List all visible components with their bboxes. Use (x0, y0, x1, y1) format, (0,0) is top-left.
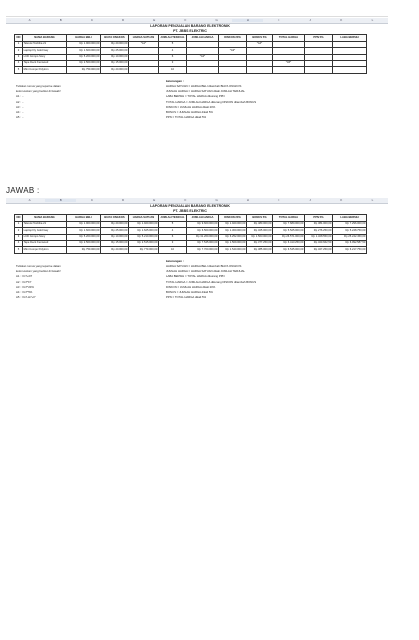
column-heading[interactable]: HARGA SATUAN (129, 215, 159, 221)
cell-ongkos[interactable]: Rp 15.000,00 (101, 240, 129, 246)
column-heading[interactable]: JUMLAH HARGA (187, 35, 219, 41)
instruction-line[interactable]: A1 : =C7+D7 (16, 274, 33, 279)
cell-diskon[interactable] (219, 67, 247, 73)
cell-nama[interactable]: Laptop Fly Gold Gay (23, 228, 67, 234)
cell-diskon[interactable]: Rp 1.920.000,00 (219, 221, 247, 227)
cell-diskon[interactable]: Rp 1.300.000,00 (219, 228, 247, 234)
keterangan-line[interactable]: LABA BERSIH = TOTAL HARGA dikurang PPN (166, 274, 225, 279)
cell-total[interactable]: Rp 6.413.250,00 (273, 240, 305, 246)
column-heading[interactable]: NO (15, 215, 23, 221)
cell-beli[interactable]: Rp 1.600.000,00 (67, 48, 101, 54)
cell-nama[interactable]: Mini Compo Polytron (23, 247, 67, 253)
column-heading[interactable]: JUMLAH HARGA (187, 215, 219, 221)
cell-no[interactable]: 5 (15, 247, 23, 253)
column-header-l[interactable]: L (371, 18, 374, 22)
instruction-line[interactable]: A2 : =G7*F7 (16, 279, 32, 284)
cell-diskon[interactable]: *A3* (219, 48, 247, 54)
column-header-j[interactable]: J (309, 18, 311, 22)
instructions (16, 259, 136, 301)
cell-diskon[interactable]: Rp 6.252.000,00 (219, 234, 247, 240)
cell-satuan[interactable] (129, 67, 159, 73)
cell-total[interactable] (273, 67, 305, 73)
cell-ongkos[interactable]: Rp 25.000,00 (101, 48, 129, 54)
cell-total[interactable]: Rp 26.571.000,00 (273, 234, 305, 240)
cell-beli[interactable]: Rp 1.600.000,00 (67, 228, 101, 234)
instruction-line[interactable]: A4 : =G7*5% (16, 290, 33, 295)
cell-beli[interactable]: Rp 5.200.000,00 (67, 234, 101, 240)
keterangan-line[interactable]: HARGA SATUAN = HARGA BELI ditambah BIAYA ONGKOS (166, 84, 242, 89)
cell-laba[interactable]: Rp 25.242.450,00 (333, 234, 367, 240)
cell-total[interactable]: Rp 6.545.000,00 (273, 247, 305, 253)
column-header-f[interactable]: F (184, 198, 187, 202)
cell-beli[interactable]: Rp 5.200.000,00 (67, 54, 101, 60)
cell-no[interactable]: 2 (15, 48, 23, 54)
cell-ppn[interactable]: Rp 327.250,00 (305, 247, 333, 253)
cell-bonus[interactable]: *A4* (247, 41, 273, 47)
cell-nama[interactable]: Laptop Fly Gold Gay (23, 48, 67, 54)
column-header-h[interactable]: H (232, 19, 263, 22)
column-heading[interactable]: LABA BERSIH (333, 35, 367, 41)
cell-beli[interactable]: Rp 1.900.000,00 (67, 221, 101, 227)
cell-bonus[interactable]: Rp 377.250,00 (247, 240, 273, 246)
column-header-i[interactable]: I (278, 198, 280, 202)
column-heading[interactable]: HARGA BELI (67, 215, 101, 221)
table-row (15, 67, 367, 73)
cell-jharga[interactable]: Rp 6.500.000,00 (187, 228, 219, 234)
cell-bonus[interactable]: Rp 480.000,00 (247, 221, 273, 227)
cell-laba[interactable]: Rp 7.296.000,00 (333, 221, 367, 227)
cell-no[interactable]: 3 (15, 234, 23, 240)
column-header-e[interactable]: E (153, 198, 156, 202)
cell-no[interactable]: 3 (15, 54, 23, 60)
keterangan-line[interactable]: HARGA SATUAN = HARGA BELI ditambah BIAYA ONGKOS (166, 264, 242, 269)
table-row (15, 247, 367, 253)
column-header-j[interactable]: J (309, 198, 311, 202)
cell-jumlah[interactable]: 10 (159, 67, 187, 73)
keterangan (166, 79, 366, 121)
instruction-line[interactable]: Tuliskan rumus yang tepat ke dalam (16, 84, 61, 89)
cell-nama[interactable]: Televisi Toshiba 21 (23, 41, 67, 47)
keterangan-line[interactable]: DISKON = JUMLAH HARGA dikali 20% (166, 284, 216, 289)
instruction-line[interactable]: A4 : ... (16, 110, 25, 115)
column-heading[interactable]: PPN 5% (305, 35, 333, 41)
column-header-d[interactable]: D (122, 18, 125, 22)
cell-satuan[interactable]: Rp 1.625.000,00 (129, 228, 159, 234)
column-header-k[interactable]: K (340, 198, 343, 202)
column-heading[interactable]: NO (15, 35, 23, 41)
cell-jumlah[interactable]: 3 (159, 60, 187, 66)
instruction-line[interactable]: Tuliskan rumus yang tepat ke dalam (16, 264, 61, 269)
column-heading[interactable]: HARGA BELI (67, 35, 101, 41)
keterangan-line[interactable]: TOTAL HARGA = JUMLAH HARGA dikurang DISKON ditambah BONUS (166, 99, 257, 104)
keterangan (166, 259, 366, 301)
column-heading[interactable]: BONUS 5% (247, 215, 273, 221)
instruction-line[interactable]: A3 : =G7*20% (16, 284, 34, 289)
report-subtitle: PT. JBBS ELEKTRIC (173, 29, 207, 34)
notes-section (14, 79, 366, 125)
cell-satuan[interactable]: Rp 2.515.000,00 (129, 240, 159, 246)
cell-laba[interactable]: Rp 5.248.750,00 (333, 228, 367, 234)
cell-satuan[interactable]: *A1* (129, 41, 159, 47)
column-header-e[interactable]: E (153, 18, 156, 22)
cell-beli[interactable]: Rp 2.500.000,00 (67, 240, 101, 246)
column-heading[interactable]: JUMLAH TERJUAL (159, 35, 187, 41)
cell-no[interactable]: 4 (15, 60, 23, 66)
cell-nama[interactable]: Tape Deck Kenwood (23, 60, 67, 66)
cell-jumlah[interactable]: 10 (159, 247, 187, 253)
cell-no[interactable]: 1 (15, 41, 23, 47)
cell-no[interactable]: 1 (15, 221, 23, 227)
cell-no[interactable]: 5 (15, 67, 23, 73)
cell-satuan[interactable]: Rp 1.920.000,00 (129, 221, 159, 227)
cell-ppn[interactable]: Rp 1.328.550,00 (305, 234, 333, 240)
cell-ongkos[interactable]: Rp 20.000,00 (101, 247, 129, 253)
report-title: LAPORAN PENJUALAN BARANG ELEKTRONIK (150, 24, 230, 28)
cell-beli[interactable]: Rp 750.000,00 (67, 67, 101, 73)
worksheet-answer (6, 198, 388, 305)
cell-nama[interactable]: Televisi Toshiba 21 (23, 221, 67, 227)
instruction-line[interactable]: A2 : ... (16, 99, 25, 104)
cell-jharga[interactable]: Rp 9.600.000,00 (187, 221, 219, 227)
keterangan-label: keterangan : (166, 78, 184, 83)
keterangan-line[interactable]: TOTAL HARGA = JUMLAH HARGA dikurang DISKON ditambah BONUS (166, 279, 257, 284)
cell-ppn[interactable]: Rp 384.000,00 (305, 221, 333, 227)
cell-satuan[interactable]: Rp 5.210.000,00 (129, 234, 159, 240)
column-heading[interactable]: BIAYA ONGKOS (101, 35, 129, 41)
cell-beli[interactable]: Rp 750.000,00 (67, 247, 101, 253)
column-heading[interactable]: TOTAL HARGA (273, 215, 305, 221)
column-header-d[interactable]: D (122, 198, 125, 202)
cell-total[interactable]: Rp 5.525.000,00 (273, 228, 305, 234)
keterangan-line[interactable]: BONUS = JUMLAH HARGA dikali 5% (166, 110, 213, 115)
cell-jharga[interactable]: Rp 7.700.000,00 (187, 247, 219, 253)
cell-bonus[interactable]: Rp 325.000,00 (247, 228, 273, 234)
column-heading[interactable]: TOTAL HARGA (273, 35, 305, 41)
column-heading[interactable]: HARGA SATUAN (129, 35, 159, 41)
cell-ongkos[interactable]: Rp 20.000,00 (101, 41, 129, 47)
column-heading[interactable]: LABA BERSIH (333, 215, 367, 221)
cell-ongkos[interactable]: Rp 15.000,00 (101, 60, 129, 66)
instructions (16, 79, 136, 121)
column-header-a[interactable]: A (28, 18, 31, 22)
cell-ongkos[interactable]: Rp 20.000,00 (101, 221, 129, 227)
keterangan-line[interactable]: BONUS = JUMLAH HARGA dikali 5% (166, 290, 213, 295)
cell-no[interactable]: 2 (15, 228, 23, 234)
cell-ppn[interactable]: Rp 276.250,00 (305, 228, 333, 234)
cell-ongkos[interactable]: Rp 10.000,00 (101, 54, 129, 60)
cell-ppn[interactable] (305, 67, 333, 73)
keterangan-label: keterangan : (166, 258, 184, 263)
column-heading[interactable]: DISKON 20% (219, 35, 247, 41)
keterangan-line[interactable]: LABA BERSIH = TOTAL HARGA dikurang PPN (166, 94, 225, 99)
column-header-k[interactable]: K (340, 18, 343, 22)
cell-jumlah[interactable]: 3 (159, 240, 187, 246)
cell-jumlah[interactable]: 4 (159, 48, 187, 54)
cell-jharga[interactable]: *A2* (187, 54, 219, 60)
cell-jharga[interactable]: Rp 7.545.000,00 (187, 240, 219, 246)
cell-diskon[interactable]: Rp 1.540.000,00 (219, 247, 247, 253)
cell-laba[interactable] (333, 67, 367, 73)
column-header-f[interactable]: F (184, 18, 187, 22)
cell-laba[interactable]: Rp 6.092.587,50 (333, 240, 367, 246)
cell-diskon[interactable]: Rp 1.509.000,00 (219, 240, 247, 246)
cell-ongkos[interactable]: Rp 10.000,00 (101, 234, 129, 240)
cell-ppn[interactable]: Rp 320.662,50 (305, 240, 333, 246)
keterangan-line[interactable]: JUMLAH HARGA = HARGA SATUAN dikali JUMLAH TERJUAL (166, 89, 245, 94)
keterangan-line[interactable]: PPN = TOTAL HARGA dikali 5% (166, 115, 207, 120)
instruction-line[interactable]: A5 : ... (16, 115, 25, 120)
instruction-line[interactable]: kolom-kolom yang berikut di bawah! (16, 269, 61, 274)
column-header-h[interactable]: H (246, 198, 249, 202)
column-heading[interactable]: JUMLAH TERJUAL (159, 215, 187, 221)
cell-nama[interactable]: Tape Deck Kenwood (23, 240, 67, 246)
keterangan-line[interactable]: PPN = TOTAL HARGA dikali 5% (166, 295, 207, 300)
cell-jumlah[interactable]: 6 (159, 54, 187, 60)
column-header-g[interactable]: G (215, 198, 218, 202)
cell-satuan[interactable]: Rp 770.000,00 (129, 247, 159, 253)
sales-table (14, 214, 367, 253)
column-heading[interactable]: PPN 5% (305, 215, 333, 221)
cell-jharga[interactable] (187, 67, 219, 73)
cell-nama[interactable]: Mini Compo Polytron (23, 67, 67, 73)
column-header-g[interactable]: G (215, 18, 218, 22)
cell-total[interactable]: *A5* (273, 60, 305, 66)
column-header-b[interactable]: B (59, 18, 62, 22)
instruction-line[interactable]: kolom-kolom yang berikut di bawah! (16, 89, 61, 94)
cell-jumlah[interactable]: 5 (159, 41, 187, 47)
cell-bonus[interactable]: Rp 385.000,00 (247, 247, 273, 253)
jawab-label: JAWAB : (6, 186, 40, 195)
column-header-a[interactable]: A (28, 198, 31, 202)
column-header-b[interactable]: B (45, 199, 76, 202)
cell-total[interactable]: Rp 7.680.000,00 (273, 221, 305, 227)
instruction-line[interactable]: A3 : ... (16, 104, 25, 109)
cell-bonus[interactable]: Rp 1.563.000,00 (247, 234, 273, 240)
cell-no[interactable]: 4 (15, 240, 23, 246)
column-heading[interactable]: BONUS 5% (247, 35, 273, 41)
column-header-i[interactable]: I (278, 18, 280, 22)
cell-ongkos[interactable]: Rp 25.000,00 (101, 228, 129, 234)
report-title: LAPORAN PENJUALAN BARANG ELEKTRONIK (150, 204, 230, 208)
cell-ongkos[interactable]: Rp 20.000,00 (101, 67, 129, 73)
column-heading[interactable]: DISKON 20% (219, 215, 247, 221)
instruction-line[interactable]: A5 : =G7-H7+I7 (16, 295, 36, 300)
column-header-l[interactable]: L (371, 198, 374, 202)
report-subtitle: PT. JBBS ELEKTRIC (173, 209, 207, 214)
column-header-c[interactable]: C (90, 18, 94, 22)
column-header-c[interactable]: C (90, 198, 94, 202)
cell-jumlah[interactable]: 4 (159, 228, 187, 234)
cell-jharga[interactable]: Rp 31.260.000,00 (187, 234, 219, 240)
column-heading[interactable]: NAMA BARANG (23, 35, 67, 41)
instruction-line[interactable]: A1 : ... (16, 94, 25, 99)
column-heading[interactable]: NAMA BARANG (23, 215, 67, 221)
column-heading[interactable]: BIAYA ONGKOS (101, 215, 129, 221)
keterangan-line[interactable]: JUMLAH HARGA = HARGA SATUAN dikali JUMLAH TERJUAL (166, 269, 245, 274)
keterangan-line[interactable]: DISKON = JUMLAH HARGA dikali 20% (166, 104, 216, 109)
cell-jumlah[interactable]: 6 (159, 234, 187, 240)
cell-laba[interactable]: Rp 6.217.750,00 (333, 247, 367, 253)
cell-nama[interactable]: LCD Compo Sony (23, 234, 67, 240)
cell-beli[interactable]: Rp 1.900.000,00 (67, 41, 101, 47)
cell-beli[interactable]: Rp 2.500.000,00 (67, 60, 101, 66)
cell-nama[interactable]: LCD Compo Sony (23, 54, 67, 60)
cell-bonus[interactable] (247, 67, 273, 73)
worksheet-question (6, 18, 388, 125)
notes-section (14, 259, 366, 305)
cell-jumlah[interactable]: 5 (159, 221, 187, 227)
sales-table (14, 34, 367, 73)
